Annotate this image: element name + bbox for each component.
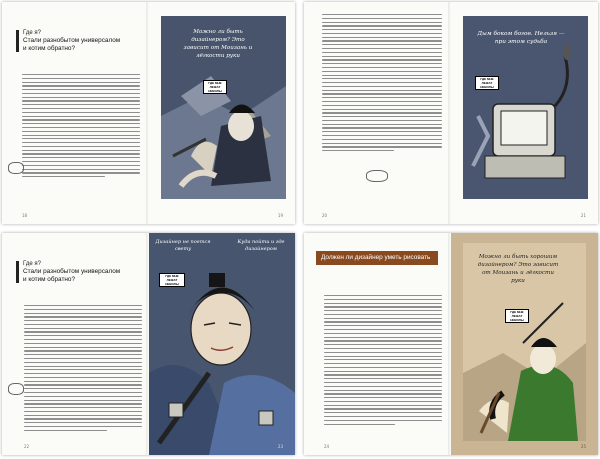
speech-caption: Дым боком богов. Нельзя — при этом судьба [477,31,565,45]
page-number: 24 [324,444,330,449]
body-text [22,74,140,180]
page-number: 20 [322,213,328,218]
header-title: Стали разнобытом универсалом и котим обратно? [23,268,121,283]
spread-4 [304,233,598,455]
page-number: 21 [580,213,586,218]
page-number: 25 [580,444,586,449]
spread-3 [2,233,295,455]
body-text [24,305,142,434]
header-label: Где я? [23,30,41,36]
spread-3-right-page [149,233,295,455]
margin-doodle [8,383,24,395]
body-text [324,295,442,427]
speech-caption: Можно ли быть хорошим дизайнером? Это зависит от Моизань и лёгкости руки [477,254,559,284]
spread-1-left-page [2,2,149,224]
header-label: Где я? [23,261,41,267]
spread-2 [304,2,598,224]
header-title: Должен ли дизайнер уметь рисовать [321,254,431,261]
samurai-closeup-illustration [149,233,295,455]
title-stamp: ГДЕ МНЕ ЛЕЖАТ НЕВОЛЫ [505,309,529,323]
spread-1 [2,2,295,224]
title-stamp: ГДЕ МНЕ ЛЕЖАТ НЕВОЛЫ [159,273,185,287]
speech-caption-left: Дизайнер не поется свету [155,239,211,252]
section-header [316,251,438,265]
illustration [149,233,295,455]
margin-doodle [366,170,388,182]
page-number: 18 [22,213,28,218]
speech-caption: Можно ли быть дизайнером? Это зависит от Моизань и лёгкости руки [183,29,253,59]
section-header [16,30,123,52]
section-header [16,261,123,283]
page-number: 19 [277,213,283,218]
page-number: 23 [277,444,283,449]
illustration [463,243,586,441]
margin-doodle [8,162,24,174]
spread-3-left-page [2,233,149,455]
speech-caption-right: Куда пойти и где дизайнером [237,239,285,252]
page-number: 22 [24,444,30,449]
illustration [161,16,286,199]
header-title: Стали разнобытом универсалом и котим обратно? [23,37,121,52]
spread-2-right-page [451,2,598,224]
spread-1-right-page [149,2,295,224]
body-text [322,14,442,154]
spread-4-right-page [451,233,598,455]
spread-4-left-page [304,233,451,455]
spread-2-left-page [304,2,451,224]
title-stamp: ГДЕ МНЕ ЛЕЖАТ НЕВОЛЫ [203,80,227,94]
illustration [463,16,588,199]
title-stamp: ГДЕ МНЕ ЛЕЖАТ НЕВОЛЫ [475,76,499,90]
